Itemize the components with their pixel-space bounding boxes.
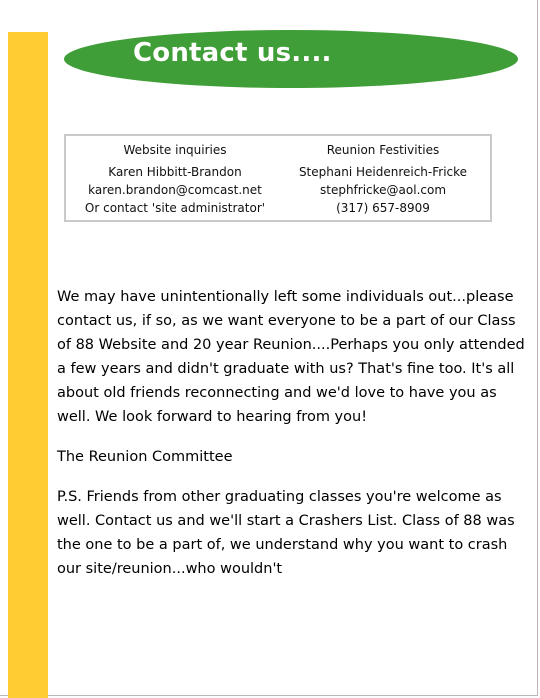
reunion-contact-name: Stephani Heidenreich-Fricke [298,165,468,179]
yellow-side-bar [8,32,48,698]
reunion-festivities-column [278,141,488,217]
website-contact-note: Or contact 'site administrator' [84,201,266,215]
page-title: Contact us.... [133,38,332,68]
website-contact-email[interactable]: karen.brandon@comcast.net [88,183,262,197]
reunion-festivities-heading: Reunion Festivities [326,143,440,157]
intro-paragraph: We may have unintentionally left some individuals out...please contact us, if so, as we want everyone to be a part of our Class of 88 Website and 20 year Reunion....Perhaps you only attended a few years and didn't graduate with us? That's fine too. It's all about old friends reconnecting and we'd love to have you as well. We look forward to hearing from you! [57,289,525,425]
contact-info-box [64,134,492,222]
website-inquiries-column [70,141,280,217]
reunion-contact-phone: (317) 657-8909 [336,201,430,215]
signature-line: The Reunion Committee [57,449,233,465]
postscript-paragraph: P.S. Friends from other graduating classes you're welcome as well. Contact us and we'll start a Crashers List. Class of 88 was the one to be a part of, we understand why you want to crash our site/reunion...who wouldn't [57,489,515,577]
main-content [57,285,527,597]
website-inquiries-heading: Website inquiries [123,143,227,157]
reunion-contact-email[interactable]: stephfricke@aol.com [319,183,447,197]
website-contact-name: Karen Hibbitt-Brandon [108,165,242,179]
